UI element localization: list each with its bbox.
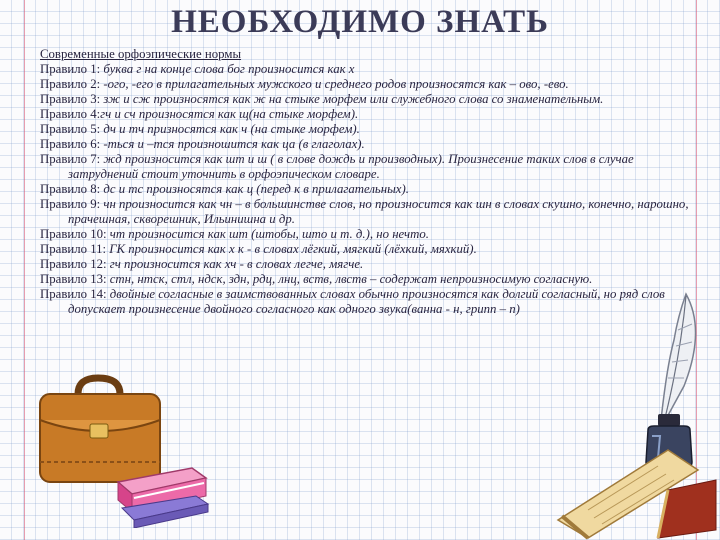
rule-text: стн, нтск, стл, ндск, здн, рдц, лнц, вств, лвств – содержат непроизносимую согласную. (106, 272, 593, 286)
rule-item (40, 62, 690, 77)
rule-text: ГК произносится как х к - в словах лёгкий, мягкий (лёхкий, мяхкий). (106, 242, 477, 256)
rule-label: Правило 6: (40, 137, 101, 151)
rule-text: дс и тс произносятся как ц (перед к в прилагательных). (100, 182, 409, 196)
rule-text: двойные согласные в заимствованных словах обычно произносятся как долгий согласный, но ряд слов допускает произнесение двойного согласного как одного звука(ванна - н, грипп – п) (68, 287, 665, 316)
rule-item (40, 287, 690, 317)
rule-label: Правило 12: (40, 257, 107, 271)
rule-item (40, 137, 690, 152)
rule-label: Правило 14: (40, 287, 107, 301)
rule-item (40, 107, 690, 122)
rule-label: Правило 2: (40, 77, 101, 91)
page-title: НЕОБХОДИМО ЗНАТЬ (171, 4, 549, 40)
rule-item (40, 257, 690, 272)
rule-item (40, 197, 690, 227)
rule-text: -ться и –тся произношится как ца (в глаголах). (100, 137, 365, 151)
books-icon (112, 438, 212, 528)
rules-list (40, 62, 690, 317)
rule-label: Правило 7: (40, 152, 101, 166)
rule-text: зж и сж произносятся как ж на стыке морфем или служебного слова со знаменательным. (100, 92, 604, 106)
rule-label: Правило 9: (40, 197, 101, 211)
rule-text: дч и тч призносятся как ч (на стыке морфем). (100, 122, 360, 136)
rule-text: -ого, -его в прилагательных мужского и среднего родов произносятся как – ово, -ево. (100, 77, 569, 91)
rule-item (40, 92, 690, 107)
rule-label: Правило 5: (40, 122, 101, 136)
rule-item (40, 122, 690, 137)
rule-text: гч произносится как хч - в словах легче, мягче. (106, 257, 364, 271)
section-heading: Современные орфоэпические нормы (40, 47, 242, 61)
rule-item (40, 152, 690, 182)
rule-text: жд произносится как шт и ш ( в слове дождь и производных). Произнесение таких слов в случае затруднений стоит уточнить в орфоэпическом словаре. (68, 152, 634, 181)
rule-label: Правило 3: (40, 92, 101, 106)
rule-item (40, 182, 690, 197)
rule-label: Правило 13: (40, 272, 107, 286)
rule-text: гч и сч произносятся как щ(на стыке морфем). (100, 107, 359, 121)
rule-item (40, 227, 690, 242)
rule-item (40, 242, 690, 257)
rule-text: чн произносится как чн – в большинстве слов, но произносится как шн в словах скушно, конечно, нарошно, прачешная, скворешник, Ильинишна и др. (68, 197, 689, 226)
rule-text: чт произносится как шт (штобы, што и т. д.), но нечто. (106, 227, 429, 241)
rule-label: Правило 1: (40, 62, 101, 76)
rule-label: Правило 8: (40, 182, 101, 196)
scroll-icon (548, 430, 718, 540)
rule-item (40, 272, 690, 287)
rule-text: буква г на конце слова бог произносится как х (100, 62, 355, 76)
rule-item (40, 77, 690, 92)
rule-label: Правило 11: (40, 242, 107, 256)
rule-label: Правило 10: (40, 227, 107, 241)
rule-label: Правило 4: (40, 107, 101, 121)
rules-content (40, 47, 690, 317)
